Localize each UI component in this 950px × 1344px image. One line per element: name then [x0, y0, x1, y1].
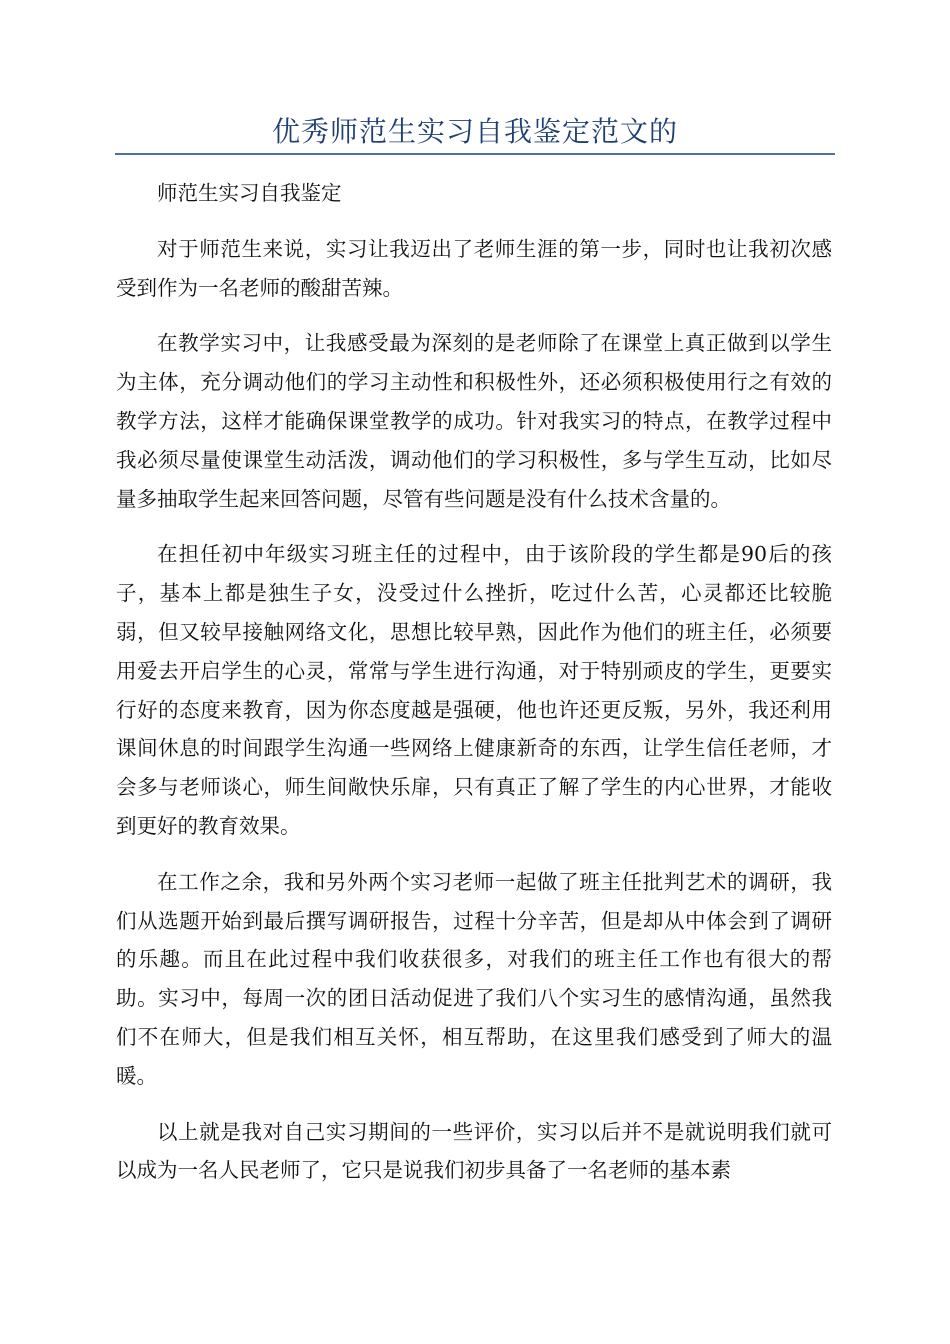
title-underline — [115, 153, 835, 155]
paragraph-research: 在工作之余，我和另外两个实习老师一起做了班主任批判艺术的调研，我们从选题开始到最后撰写调研报告，过程十分辛苦，但是却从中体会到了调研的乐趣。而且在此过程中我们收获很多，对我们的班主任工作也有很大的帮助。实习中，每周一次的团日活动促进了我们八个实习生的感情沟通，虽然我们不在师大，但是我们相互关怀，相互帮助，在这里我们感受到了师大的温暖。 — [116, 869, 832, 1088]
document-title: 优秀师范生实习自我鉴定范文的 — [271, 115, 678, 148]
paragraph-subtitle: 师范生实习自我鉴定 — [157, 181, 342, 205]
document-body — [116, 174, 832, 1207]
paragraph-intro: 对于师范生来说，实习让我迈出了老师生涯的第一步，同时也让我初次感受到作为一名老师的酸甜苦辣。 — [116, 236, 832, 300]
paragraph-teaching: 在教学实习中，让我感受最为深刻的是老师除了在课堂上真正做到以学生为主体，充分调动他们的学习主动性和积极性外，还必须积极使用行之有效的教学方法，这样才能确保课堂教学的成功。针对我实习的特点，在教学过程中我必须尽量使课堂生动活泼，调动他们的学习积极性，多与学生互动，比如尽量多抽取学生起来回答问题，尽管有些问题是没有什么技术含量的。 — [116, 331, 832, 511]
paragraph-class-teacher: 在担任初中年级实习班主任的过程中，由于该阶段的学生都是90后的孩子，基本上都是独生子女，没受过什么挫折，吃过什么苦，心灵都还比较脆弱，但又较早接触网络文化，思想比较早熟，因此作为他们的班主任，必须要用爱去开启学生的心灵，常常与学生进行沟通，对于特别顽皮的学生，更要实行好的态度来教育，因为你态度越是强硬，他也许还更反叛，另外，我还利用课间休息的时间跟学生沟通一些网络上健康新奇的东西，让学生信任老师，才会多与老师谈心，师生间敞快乐扉，只有真正了解了学生的内心世界，才能收到更好的教育效果。 — [116, 542, 832, 838]
paragraph-conclusion: 以上就是我对自己实习期间的一些评价，实习以后并不是就说明我们就可以成为一名人民老师了，它只是说我们初步具备了一名老师的基本素 — [116, 1119, 832, 1183]
